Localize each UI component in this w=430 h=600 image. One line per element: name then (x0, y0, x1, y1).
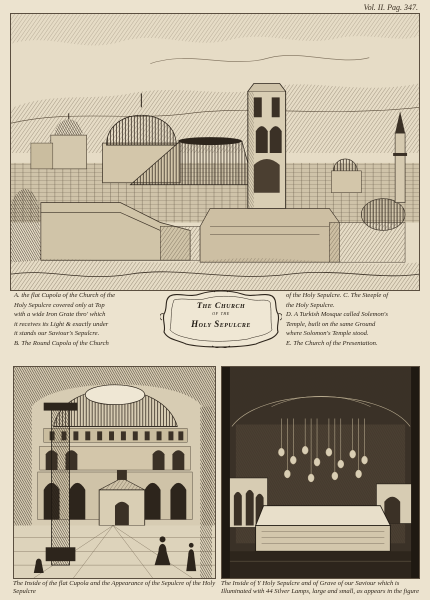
caption-rotunda: The Inside of the flat Cupola and the Appearance of the Sepulcre of the Holy Sepulcre (13, 580, 216, 595)
legend-line: the Holy Sepulcre. (286, 301, 335, 309)
tomb-interior-illustration (222, 367, 419, 578)
rotunda-interior-illustration (14, 367, 215, 578)
plate-reference: Vol. II. Pag. 347. (363, 3, 418, 12)
title-line-1: The Church (196, 300, 246, 310)
legend-line: E. The Church of the Presentation. (286, 339, 378, 347)
rotunda-interior-engraving (13, 366, 216, 579)
legend-line: of the Holy Sepulcre. C. The Steeple of (286, 292, 389, 299)
legend-line: where Solomon's Temple stood. (286, 330, 369, 338)
legend-line: with a wide Iron Grate thro' which (14, 311, 106, 319)
legend-line: Temple, built on the same Ground (286, 320, 376, 328)
tomb-interior-engraving (221, 366, 420, 579)
exterior-view-engraving (10, 13, 420, 291)
legend-line: A. the flat Cupola of the Church of the (14, 292, 116, 299)
title-cartouche (160, 290, 282, 348)
caption-tomb: The Inside of Y Holy Sepulcre and of Grave of our Saviour which is Illuminated with 44 Silver Lamps, large and small, as appears in the figure (221, 580, 420, 595)
title-line-2: of the (212, 311, 230, 317)
exterior-view-illustration (11, 14, 419, 290)
legend-line: B. The Round Cupola of the Church (14, 339, 109, 347)
legend-line: it stands our Saviour's Sepulcre. (14, 330, 100, 338)
legend-line: Holy Sepulcre covered only at Top (14, 301, 105, 309)
legend-line: it receives its Light & exactly under (14, 320, 109, 328)
legend-left (14, 291, 162, 349)
title-line-3: Holy Sepulcre (191, 319, 251, 329)
legend-right (286, 291, 422, 349)
legend-line: D. A Turkish Mosque called Solemon's (286, 311, 388, 319)
